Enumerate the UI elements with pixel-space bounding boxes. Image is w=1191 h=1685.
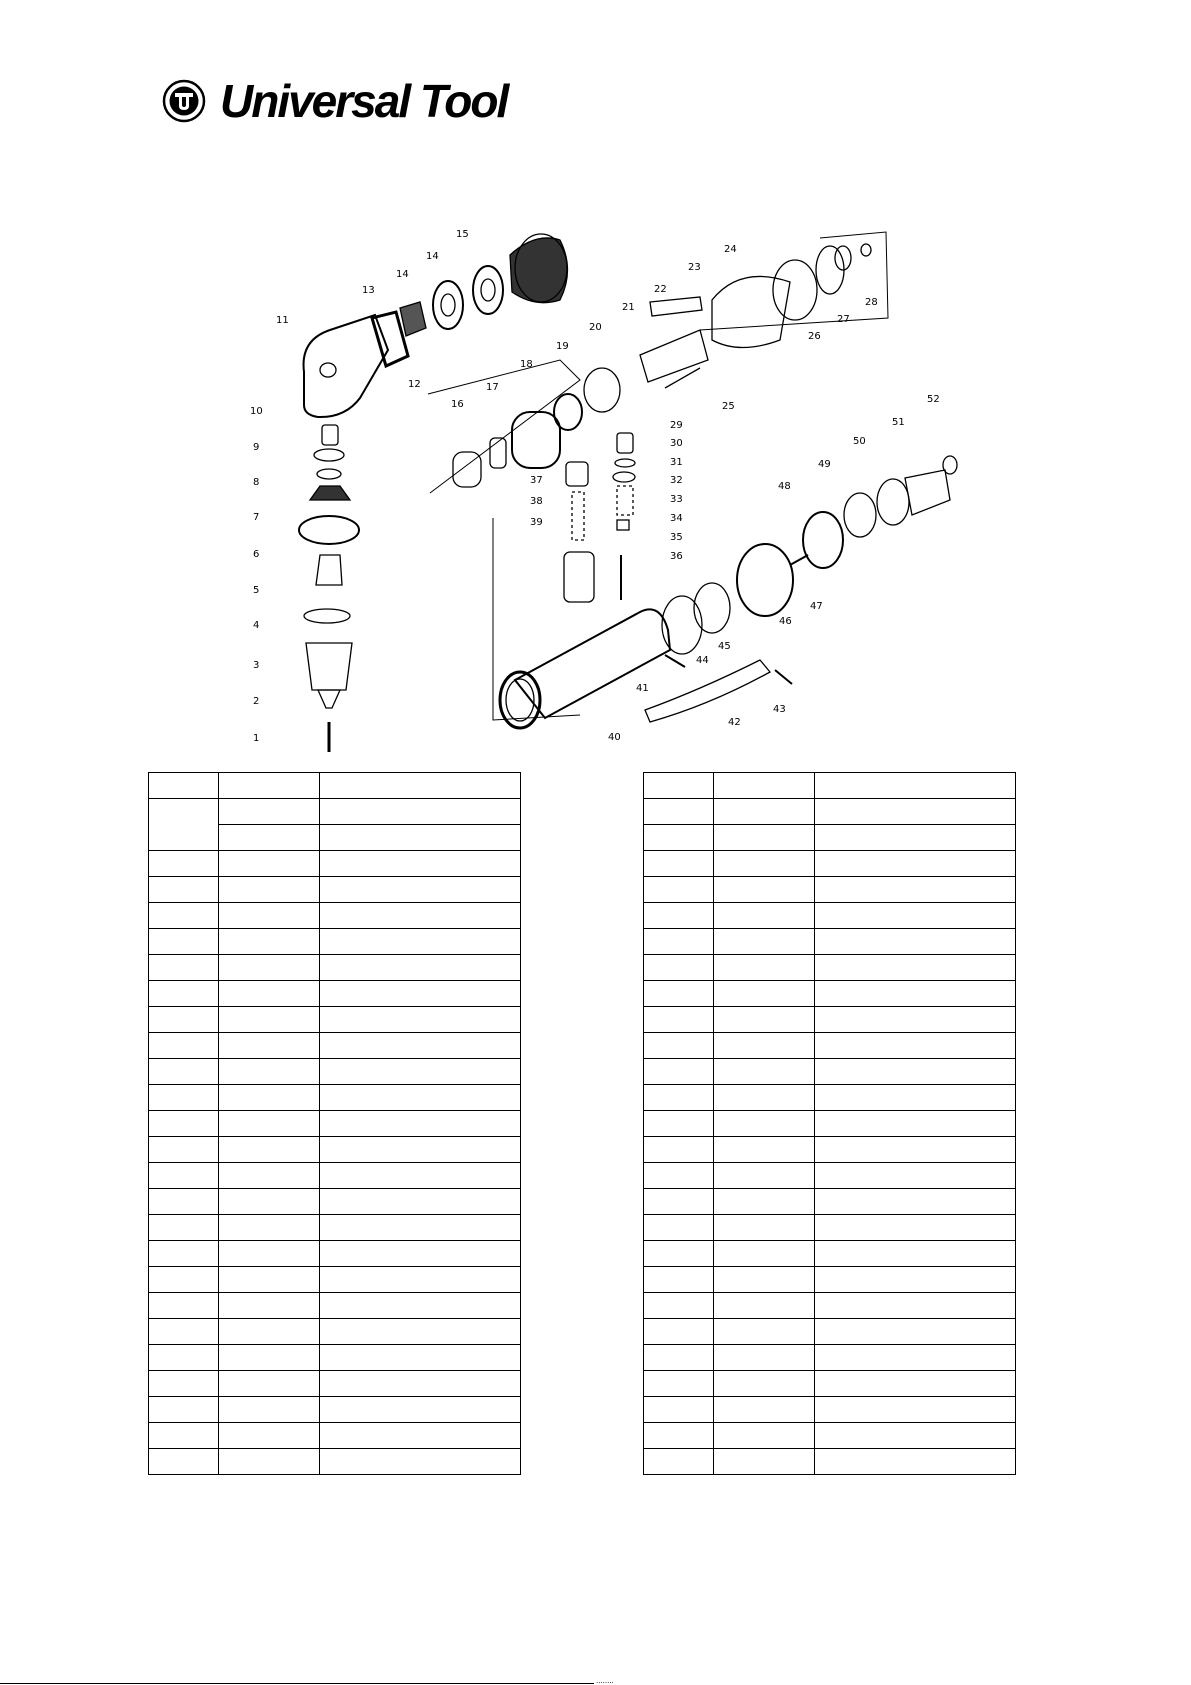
table-cell bbox=[644, 1397, 714, 1423]
table-cell bbox=[149, 1007, 219, 1033]
table-row bbox=[644, 1319, 1016, 1345]
table-cell bbox=[815, 1267, 1016, 1293]
table-row bbox=[149, 877, 521, 903]
table-cell bbox=[219, 903, 320, 929]
table-cell bbox=[815, 1033, 1016, 1059]
table-cell bbox=[320, 851, 521, 877]
table-row bbox=[149, 1189, 521, 1215]
table-row bbox=[644, 825, 1016, 851]
table-cell bbox=[644, 1033, 714, 1059]
table-row bbox=[149, 903, 521, 929]
table-row bbox=[644, 799, 1016, 825]
callout: 34 bbox=[670, 513, 683, 524]
footer-text: ........ bbox=[596, 1676, 614, 1685]
table-cell bbox=[714, 1111, 815, 1137]
table-row bbox=[644, 1189, 1016, 1215]
table-cell bbox=[320, 1085, 521, 1111]
table-row bbox=[644, 1293, 1016, 1319]
table-cell bbox=[219, 981, 320, 1007]
callout: 21 bbox=[622, 302, 635, 313]
callout: 15 bbox=[456, 229, 469, 240]
table-row bbox=[644, 773, 1016, 799]
table-cell bbox=[219, 955, 320, 981]
table-cell bbox=[714, 1189, 815, 1215]
table-cell bbox=[320, 1111, 521, 1137]
table-cell bbox=[815, 903, 1016, 929]
parts-table-left-body bbox=[149, 773, 521, 1475]
table-cell bbox=[149, 1085, 219, 1111]
callout: 14 bbox=[426, 251, 439, 262]
table-row bbox=[644, 1033, 1016, 1059]
table-row bbox=[644, 903, 1016, 929]
callout: 3 bbox=[253, 660, 260, 671]
table-cell bbox=[714, 1033, 815, 1059]
callout: 29 bbox=[670, 420, 683, 431]
table-cell bbox=[219, 825, 320, 851]
callout: 46 bbox=[779, 616, 792, 627]
table-cell bbox=[815, 773, 1016, 799]
table-row bbox=[644, 1397, 1016, 1423]
callout: 20 bbox=[589, 322, 602, 333]
table-cell bbox=[320, 1137, 521, 1163]
callout: 2 bbox=[253, 696, 260, 707]
callout: 6 bbox=[253, 549, 260, 560]
table-row bbox=[644, 1449, 1016, 1475]
table-cell bbox=[714, 1345, 815, 1371]
table-cell bbox=[219, 929, 320, 955]
callout: 50 bbox=[853, 436, 866, 447]
table-cell bbox=[714, 903, 815, 929]
table-cell bbox=[644, 903, 714, 929]
callout: 17 bbox=[486, 382, 499, 393]
table-cell bbox=[320, 1345, 521, 1371]
table-cell bbox=[219, 1241, 320, 1267]
table-cell bbox=[219, 877, 320, 903]
table-cell bbox=[815, 825, 1016, 851]
table-cell bbox=[644, 1059, 714, 1085]
table-cell bbox=[644, 1241, 714, 1267]
table-cell bbox=[714, 825, 815, 851]
table-cell bbox=[714, 1137, 815, 1163]
table-cell bbox=[149, 1267, 219, 1293]
table-row bbox=[644, 929, 1016, 955]
table-cell bbox=[149, 1163, 219, 1189]
callout: 27 bbox=[837, 314, 850, 325]
callout: 19 bbox=[556, 341, 569, 352]
table-cell bbox=[714, 929, 815, 955]
table-row bbox=[149, 1319, 521, 1345]
table-cell bbox=[815, 1163, 1016, 1189]
table-cell bbox=[644, 1449, 714, 1475]
table-row bbox=[149, 1449, 521, 1475]
table-cell bbox=[149, 955, 219, 981]
table-cell bbox=[219, 1111, 320, 1137]
table-cell bbox=[815, 929, 1016, 955]
callout: 49 bbox=[818, 459, 831, 470]
callout: 40 bbox=[608, 732, 621, 743]
callout: 32 bbox=[670, 475, 683, 486]
table-cell bbox=[714, 1059, 815, 1085]
table-cell bbox=[714, 955, 815, 981]
table-row bbox=[644, 1163, 1016, 1189]
table-cell bbox=[219, 1007, 320, 1033]
table-row bbox=[644, 955, 1016, 981]
table-cell bbox=[714, 1085, 815, 1111]
table-cell bbox=[714, 1319, 815, 1345]
callout: 45 bbox=[718, 641, 731, 652]
table-row bbox=[644, 1007, 1016, 1033]
table-cell bbox=[219, 1215, 320, 1241]
table-cell bbox=[219, 1319, 320, 1345]
callout: 35 bbox=[670, 532, 683, 543]
table-cell bbox=[320, 773, 521, 799]
table-row bbox=[644, 851, 1016, 877]
callout: 43 bbox=[773, 704, 786, 715]
callout: 14 bbox=[396, 269, 409, 280]
table-row bbox=[149, 773, 521, 799]
table-cell bbox=[219, 1033, 320, 1059]
table-cell bbox=[815, 1189, 1016, 1215]
table-row bbox=[644, 1267, 1016, 1293]
table-cell bbox=[219, 1371, 320, 1397]
table-cell bbox=[149, 1189, 219, 1215]
table-cell bbox=[815, 1111, 1016, 1137]
table-cell bbox=[714, 1267, 815, 1293]
table-cell bbox=[219, 1085, 320, 1111]
table-cell bbox=[149, 1345, 219, 1371]
table-cell bbox=[320, 1007, 521, 1033]
table-cell bbox=[644, 955, 714, 981]
table-cell bbox=[815, 981, 1016, 1007]
table-row bbox=[149, 1163, 521, 1189]
table-cell bbox=[149, 1371, 219, 1397]
table-cell bbox=[149, 1111, 219, 1137]
table-cell bbox=[149, 929, 219, 955]
table-cell bbox=[714, 851, 815, 877]
table-row bbox=[644, 1137, 1016, 1163]
table-cell bbox=[644, 825, 714, 851]
callout: 5 bbox=[253, 585, 260, 596]
callout: 18 bbox=[520, 359, 533, 370]
table-cell bbox=[219, 1059, 320, 1085]
callout: 10 bbox=[250, 406, 263, 417]
table-cell bbox=[714, 1449, 815, 1475]
table-cell bbox=[320, 1371, 521, 1397]
table-cell bbox=[815, 1319, 1016, 1345]
table-cell bbox=[320, 1293, 521, 1319]
callout: 8 bbox=[253, 477, 260, 488]
table-cell bbox=[320, 929, 521, 955]
table-cell bbox=[644, 981, 714, 1007]
table-row bbox=[644, 1215, 1016, 1241]
table-row bbox=[149, 1033, 521, 1059]
callout: 22 bbox=[654, 284, 667, 295]
table-cell bbox=[149, 1059, 219, 1085]
table-row bbox=[149, 1267, 521, 1293]
table-cell bbox=[320, 1033, 521, 1059]
callout: 9 bbox=[253, 442, 260, 453]
table-row bbox=[149, 1397, 521, 1423]
table-row bbox=[149, 1371, 521, 1397]
callout: 38 bbox=[530, 496, 543, 507]
table-cell bbox=[149, 981, 219, 1007]
table-cell bbox=[644, 1007, 714, 1033]
table-cell bbox=[644, 1371, 714, 1397]
table-cell bbox=[149, 1215, 219, 1241]
table-cell bbox=[815, 877, 1016, 903]
callout: 16 bbox=[451, 399, 464, 410]
callout: 24 bbox=[724, 244, 737, 255]
table-cell bbox=[644, 877, 714, 903]
table-cell bbox=[149, 773, 219, 799]
table-cell bbox=[644, 1293, 714, 1319]
table-cell bbox=[219, 1423, 320, 1449]
table-row bbox=[149, 1007, 521, 1033]
table-cell bbox=[714, 877, 815, 903]
table-cell bbox=[815, 851, 1016, 877]
callout: 36 bbox=[670, 551, 683, 562]
table-cell bbox=[714, 1371, 815, 1397]
table-cell bbox=[320, 1215, 521, 1241]
table-cell bbox=[149, 1033, 219, 1059]
table-cell bbox=[644, 1085, 714, 1111]
table-cell bbox=[644, 1189, 714, 1215]
table-row bbox=[149, 1293, 521, 1319]
table-cell bbox=[714, 1007, 815, 1033]
table-cell bbox=[320, 1267, 521, 1293]
table-cell bbox=[644, 1345, 714, 1371]
table-cell bbox=[644, 1215, 714, 1241]
table-cell bbox=[815, 799, 1016, 825]
table-cell bbox=[219, 1345, 320, 1371]
table-cell bbox=[320, 1423, 521, 1449]
table-cell bbox=[219, 799, 320, 825]
callout: 25 bbox=[722, 401, 735, 412]
parts-table-right-body bbox=[644, 773, 1016, 1475]
callout: 51 bbox=[892, 417, 905, 428]
table-row bbox=[644, 1371, 1016, 1397]
table-cell bbox=[320, 877, 521, 903]
table-cell bbox=[320, 1189, 521, 1215]
table-cell bbox=[219, 1449, 320, 1475]
table-row bbox=[149, 799, 521, 825]
table-cell bbox=[714, 1215, 815, 1241]
table-cell bbox=[320, 1059, 521, 1085]
table-cell bbox=[320, 825, 521, 851]
table-cell bbox=[815, 1449, 1016, 1475]
table-row bbox=[149, 1137, 521, 1163]
table-row bbox=[149, 851, 521, 877]
table-cell bbox=[815, 955, 1016, 981]
table-cell bbox=[644, 773, 714, 799]
table-cell bbox=[320, 1163, 521, 1189]
parts-table-left bbox=[148, 772, 521, 1475]
table-cell bbox=[149, 851, 219, 877]
callout: 4 bbox=[253, 620, 260, 631]
table-cell bbox=[644, 929, 714, 955]
table-cell bbox=[714, 1397, 815, 1423]
table-cell bbox=[320, 1397, 521, 1423]
table-cell bbox=[714, 1163, 815, 1189]
table-row bbox=[149, 1215, 521, 1241]
table-cell bbox=[149, 877, 219, 903]
table-cell bbox=[815, 1085, 1016, 1111]
table-row bbox=[149, 929, 521, 955]
table-cell bbox=[714, 981, 815, 1007]
table-cell bbox=[815, 1007, 1016, 1033]
table-cell bbox=[149, 1423, 219, 1449]
table-row bbox=[644, 877, 1016, 903]
table-cell bbox=[815, 1423, 1016, 1449]
table-cell bbox=[815, 1371, 1016, 1397]
callout: 41 bbox=[636, 683, 649, 694]
table-cell bbox=[644, 799, 714, 825]
table-cell bbox=[320, 903, 521, 929]
table-cell bbox=[320, 1241, 521, 1267]
table-cell bbox=[320, 1319, 521, 1345]
table-cell bbox=[644, 1111, 714, 1137]
callout: 33 bbox=[670, 494, 683, 505]
table-cell bbox=[714, 799, 815, 825]
table-cell bbox=[219, 1163, 320, 1189]
callout: 37 bbox=[530, 475, 543, 486]
table-cell bbox=[219, 1267, 320, 1293]
table-row bbox=[149, 1241, 521, 1267]
table-cell bbox=[320, 1449, 521, 1475]
table-cell bbox=[320, 981, 521, 1007]
table-cell bbox=[149, 1293, 219, 1319]
table-row bbox=[644, 981, 1016, 1007]
footer-rule bbox=[0, 1683, 594, 1684]
table-row bbox=[644, 1059, 1016, 1085]
table-row bbox=[149, 1059, 521, 1085]
table-row bbox=[149, 981, 521, 1007]
brand-name: Universal Tool bbox=[220, 75, 508, 127]
table-cell bbox=[644, 1163, 714, 1189]
callout: 13 bbox=[362, 285, 375, 296]
table-cell bbox=[219, 1397, 320, 1423]
table-row bbox=[644, 1241, 1016, 1267]
table-cell bbox=[644, 1137, 714, 1163]
table-cell bbox=[219, 1189, 320, 1215]
table-cell bbox=[714, 1423, 815, 1449]
table-row bbox=[149, 1423, 521, 1449]
table-cell bbox=[644, 1423, 714, 1449]
exploded-parts-diagram bbox=[0, 0, 1191, 760]
table-cell bbox=[219, 1137, 320, 1163]
table-cell bbox=[149, 1397, 219, 1423]
table-cell bbox=[320, 799, 521, 825]
callout: 12 bbox=[408, 379, 421, 390]
table-cell bbox=[644, 1319, 714, 1345]
table-cell bbox=[714, 1241, 815, 1267]
table-cell bbox=[149, 799, 219, 851]
table-cell bbox=[644, 851, 714, 877]
table-cell bbox=[815, 1215, 1016, 1241]
table-cell bbox=[219, 773, 320, 799]
table-row bbox=[149, 1345, 521, 1371]
callout: 44 bbox=[696, 655, 709, 666]
table-cell bbox=[815, 1397, 1016, 1423]
table-cell bbox=[149, 1137, 219, 1163]
table-cell bbox=[714, 1293, 815, 1319]
table-cell bbox=[815, 1241, 1016, 1267]
callout: 11 bbox=[276, 315, 289, 326]
table-row bbox=[149, 1085, 521, 1111]
callout: 42 bbox=[728, 717, 741, 728]
table-cell bbox=[644, 1267, 714, 1293]
table-cell bbox=[815, 1137, 1016, 1163]
callout: 48 bbox=[778, 481, 791, 492]
parts-table-right bbox=[643, 772, 1016, 1475]
table-row bbox=[149, 1111, 521, 1137]
table-row bbox=[644, 1423, 1016, 1449]
table-row bbox=[644, 1085, 1016, 1111]
table-cell bbox=[320, 955, 521, 981]
table-cell bbox=[149, 1241, 219, 1267]
callout: 28 bbox=[865, 297, 878, 308]
table-cell bbox=[149, 1319, 219, 1345]
table-cell bbox=[714, 773, 815, 799]
table-cell bbox=[219, 1293, 320, 1319]
table-cell bbox=[815, 1345, 1016, 1371]
table-row bbox=[149, 955, 521, 981]
callout: 26 bbox=[808, 331, 821, 342]
table-cell bbox=[815, 1059, 1016, 1085]
callout: 52 bbox=[927, 394, 940, 405]
callout: 39 bbox=[530, 517, 543, 528]
table-cell bbox=[815, 1293, 1016, 1319]
table-row bbox=[644, 1345, 1016, 1371]
callout: 1 bbox=[253, 733, 260, 744]
diagram-drawing bbox=[0, 0, 1191, 760]
callout: 47 bbox=[810, 601, 823, 612]
callout: 31 bbox=[670, 457, 683, 468]
table-row bbox=[644, 1111, 1016, 1137]
callout: 7 bbox=[253, 512, 260, 523]
table-cell bbox=[149, 903, 219, 929]
table-cell bbox=[149, 1449, 219, 1475]
callout: 30 bbox=[670, 438, 683, 449]
callout: 23 bbox=[688, 262, 701, 273]
table-cell bbox=[219, 851, 320, 877]
